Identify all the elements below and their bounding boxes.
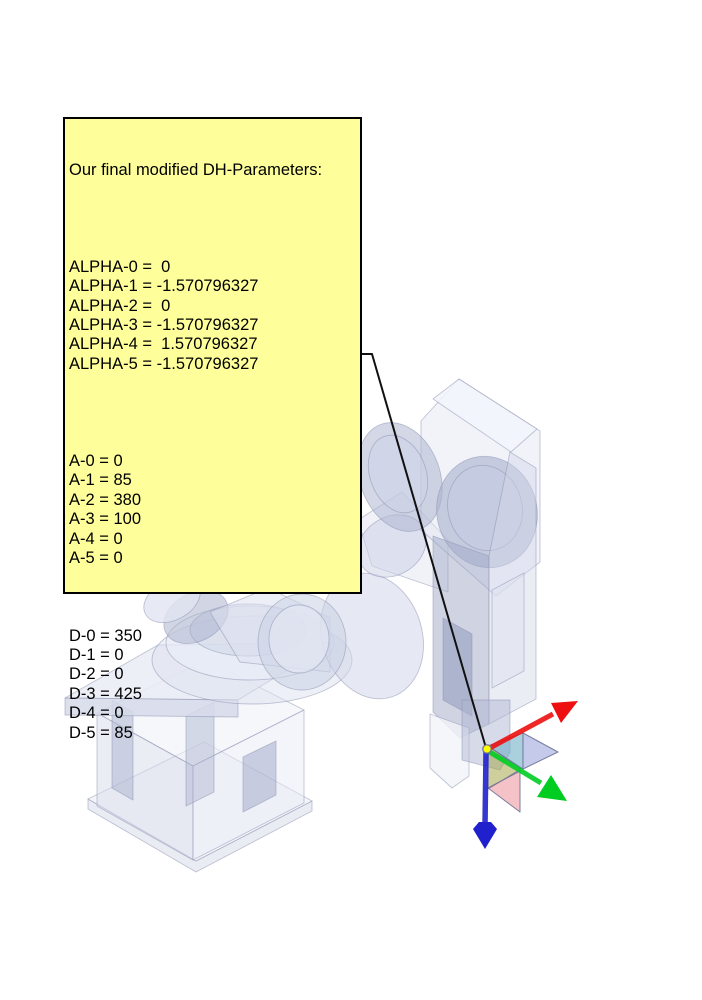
z-axis-arrowhead — [473, 822, 497, 849]
d-parameters: D-0 = 350 D-1 = 0 D-2 = 0 D-3 = 425 D-4 = 0 D-5 = 85 — [69, 626, 142, 742]
alpha-parameters: ALPHA-0 = 0 ALPHA-1 = -1.570796327 ALPHA-2 = 0 ALPHA-3 = -1.570796327 ALPHA-4 = 1.570796327 ALPHA-5 = -1.570796327 — [69, 257, 259, 373]
dh-parameters-annotation — [63, 117, 362, 742]
z-axis-line — [485, 752, 486, 826]
y-axis-arrowhead — [537, 775, 567, 801]
forearm-panel-light — [492, 573, 524, 688]
xy-plane-right-triangle — [523, 733, 558, 769]
annotation-title: Our final modified DH-Parameters: — [69, 160, 323, 179]
tool-origin-marker — [483, 745, 491, 753]
a-parameters: A-0 = 0 A-1 = 85 A-2 = 380 A-3 = 100 A-4 = 0 A-5 = 0 — [69, 451, 142, 567]
x-axis-arrowhead — [551, 701, 578, 723]
